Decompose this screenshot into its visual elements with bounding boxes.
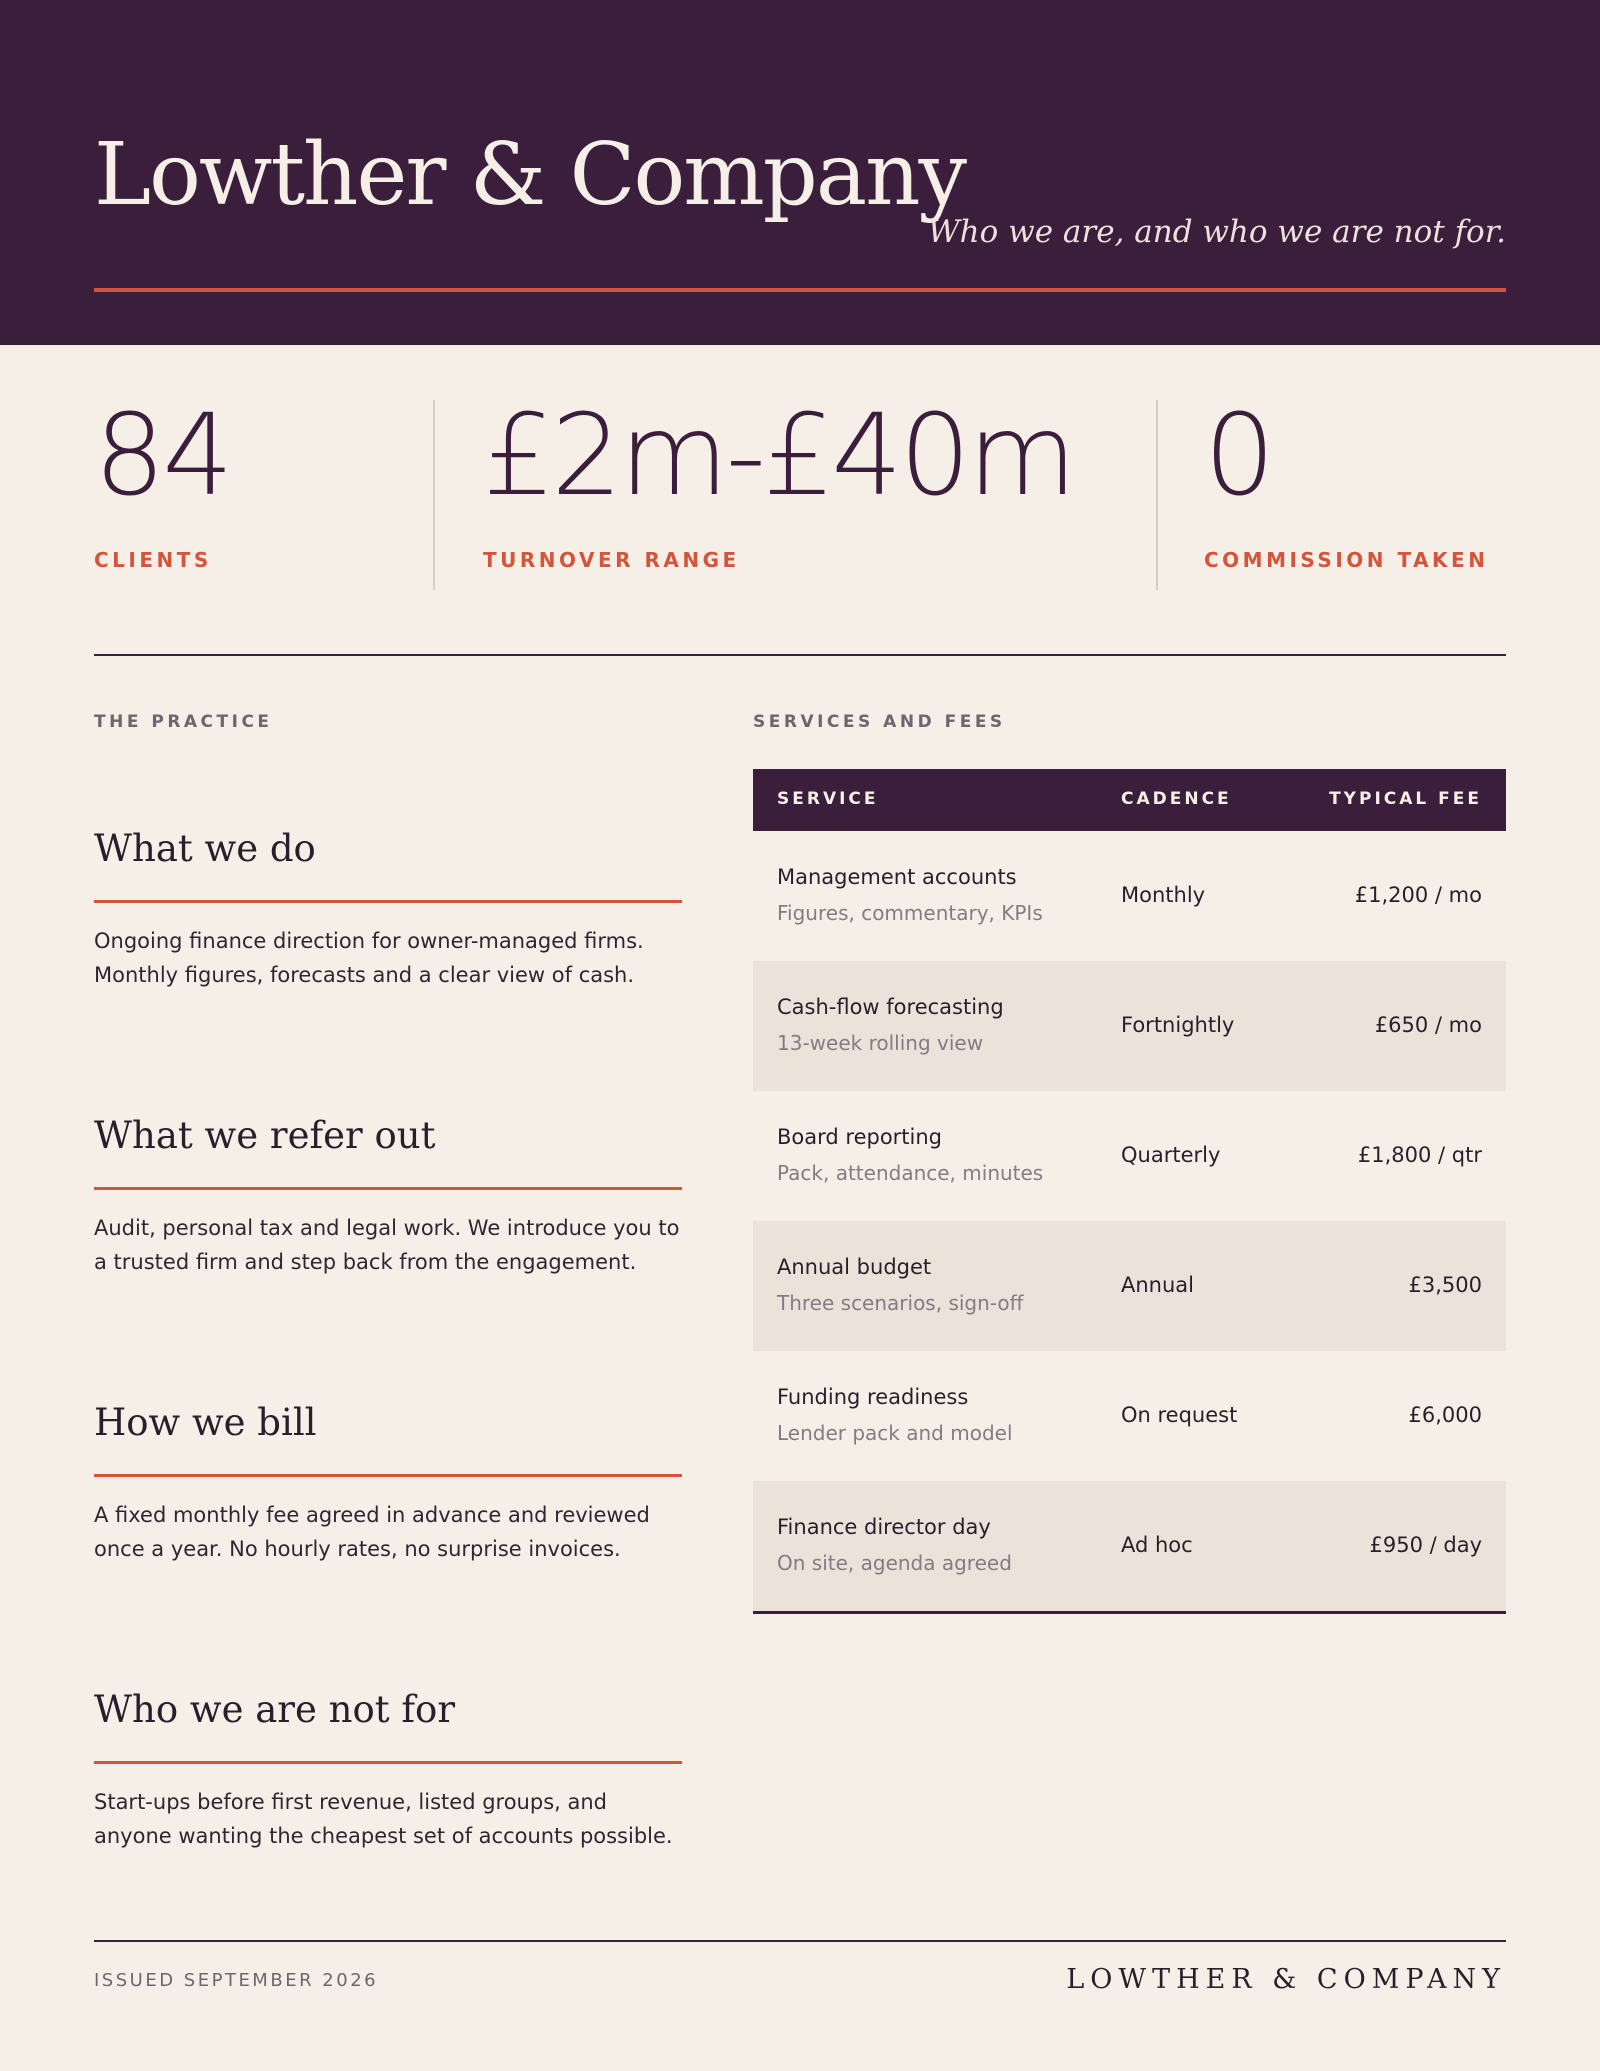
practice-block-refer-out [94, 1114, 682, 1279]
services-table [753, 769, 1506, 1614]
stat-value: 84 [94, 391, 231, 521]
block-text: A fixed monthly fee agreed in advance and reviewed once a year. No hourly rates, no surprise invoices. [94, 1503, 650, 1561]
service-fee: £950 / day [1369, 1533, 1482, 1557]
header-accent-rule [94, 288, 1506, 292]
block-heading: What we refer out [94, 1114, 436, 1157]
stat-commission [1204, 391, 1489, 590]
table-row [753, 961, 1506, 1091]
table-row [753, 1221, 1506, 1351]
service-name: Annual budget [777, 1255, 932, 1279]
brand-title: Lowther & Company [94, 125, 966, 225]
service-fee: £650 / mo [1374, 1013, 1482, 1037]
block-text: Audit, personal tax and legal work. We introduce you to a trusted firm and step back from the engagement. [94, 1216, 680, 1274]
stat-clients [94, 391, 231, 590]
service-detail: Pack, attendance, minutes [777, 1161, 1044, 1185]
table-row [753, 1481, 1506, 1611]
stat-label: CLIENTS [94, 548, 212, 572]
stat-divider [433, 400, 435, 590]
service-detail: 13-week rolling view [777, 1031, 984, 1055]
footer-brand: LOWTHER & COMPANY [1066, 1964, 1506, 1995]
service-fee: £1,200 / mo [1354, 883, 1482, 907]
service-name: Cash-flow forecasting [777, 995, 1004, 1019]
services-label: SERVICES AND FEES [753, 712, 1006, 732]
stat-turnover [483, 391, 1074, 590]
service-cadence: Annual [1121, 1273, 1194, 1297]
service-name: Management accounts [777, 865, 1017, 889]
practice-block-billing [94, 1401, 682, 1566]
stat-label: COMMISSION TAKEN [1204, 548, 1489, 572]
practice-block-not-for [94, 1688, 682, 1853]
service-fee: £6,000 [1408, 1403, 1482, 1427]
service-cadence: Quarterly [1121, 1143, 1221, 1167]
service-name: Finance director day [777, 1515, 991, 1539]
block-heading: How we bill [94, 1401, 317, 1444]
block-text: Start-ups before first revenue, listed groups, and anyone wanting the cheapest set of accounts possible. [94, 1790, 673, 1848]
service-fee: £3,500 [1408, 1273, 1482, 1297]
service-detail: Three scenarios, sign-off [777, 1291, 1024, 1315]
table-bottom-rule [753, 1611, 1506, 1614]
block-heading: Who we are not for [94, 1688, 456, 1731]
service-name: Funding readiness [777, 1385, 969, 1409]
block-accent-rule [94, 1474, 682, 1477]
service-cadence: On request [1121, 1403, 1238, 1427]
service-fee: £1,800 / qtr [1357, 1143, 1482, 1167]
block-accent-rule [94, 900, 682, 903]
table-header [753, 769, 1506, 831]
column-header-fee: TYPICAL FEE [1329, 789, 1482, 809]
service-detail: Lender pack and model [777, 1421, 1013, 1445]
header-band [0, 0, 1600, 345]
section-divider [94, 654, 1506, 656]
practice-block-what-we-do [94, 827, 682, 992]
practice-label: THE PRACTICE [94, 712, 273, 732]
block-text: Ongoing finance direction for owner-managed firms. Monthly figures, forecasts and a clear view of cash. [94, 929, 644, 987]
table-row [753, 1091, 1506, 1221]
table-row [753, 1351, 1506, 1481]
block-accent-rule [94, 1187, 682, 1190]
service-name: Board reporting [777, 1125, 943, 1149]
footer-divider [94, 1940, 1506, 1942]
service-detail: Figures, commentary, KPIs [777, 901, 1043, 925]
stat-divider [1156, 400, 1158, 590]
service-cadence: Ad hoc [1121, 1533, 1193, 1557]
tagline: Who we are, and who we are not for. [927, 214, 1506, 250]
stat-value: £2m-£40m [483, 391, 1074, 521]
service-detail: On site, agenda agreed [777, 1551, 1012, 1575]
block-heading: What we do [94, 827, 316, 870]
column-header-service: SERVICE [777, 789, 879, 809]
service-cadence: Fortnightly [1121, 1013, 1235, 1037]
stat-value: 0 [1204, 391, 1273, 521]
column-header-cadence: CADENCE [1121, 789, 1232, 809]
stat-label: TURNOVER RANGE [483, 548, 740, 572]
issued-date: ISSUED SEPTEMBER 2026 [94, 1970, 379, 1991]
block-accent-rule [94, 1761, 682, 1764]
service-cadence: Monthly [1121, 883, 1206, 907]
table-row [753, 831, 1506, 961]
